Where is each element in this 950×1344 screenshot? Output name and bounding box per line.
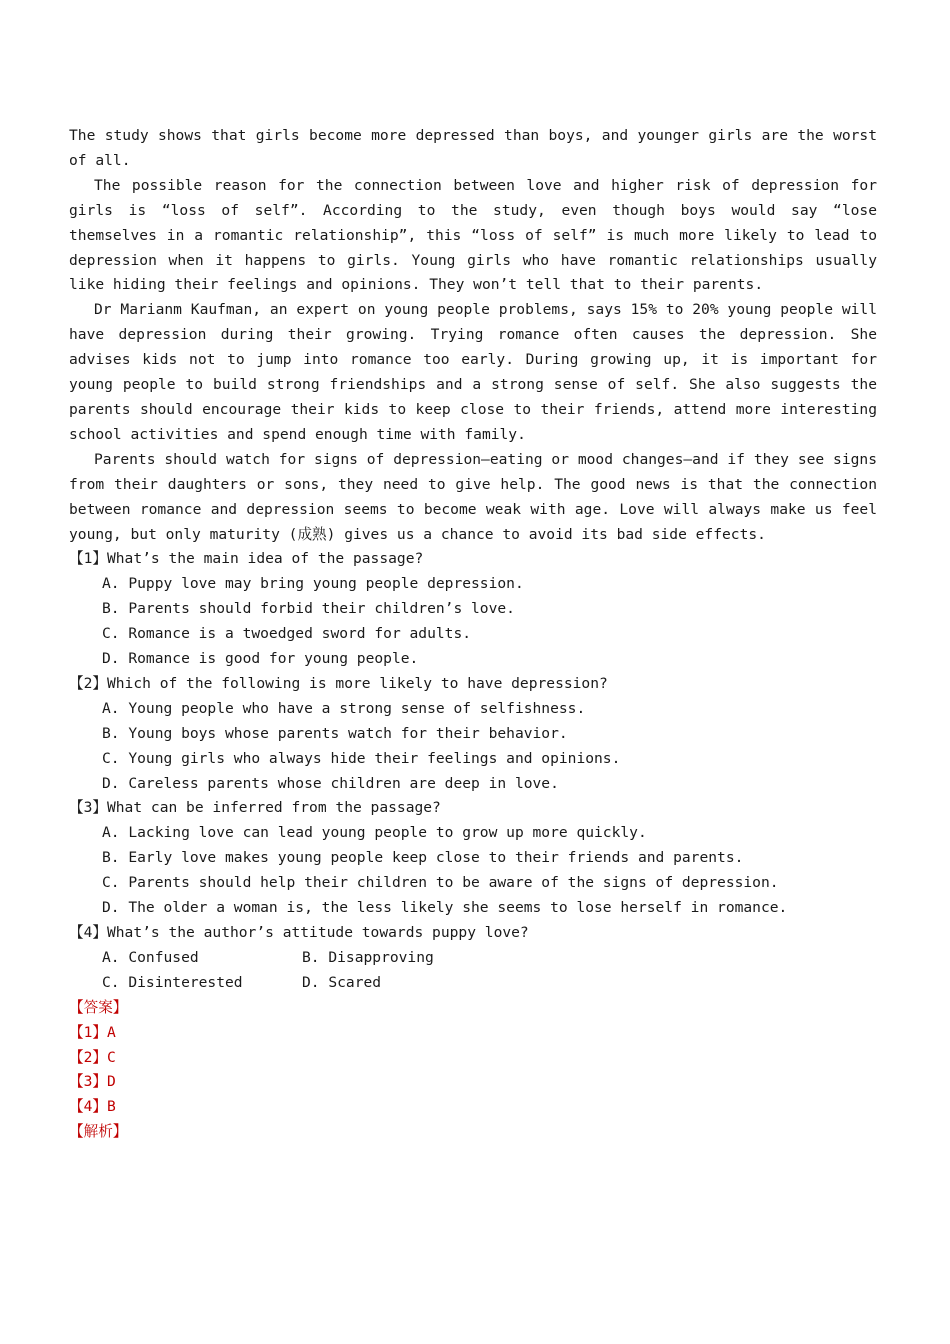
option-list — [69, 821, 877, 921]
option-list — [69, 697, 877, 797]
question-stem: 【4】What’s the author’s attitude towards puppy love? — [69, 924, 529, 941]
question-1 — [69, 547, 877, 672]
option-d: D. Careless parents whose children are deep in love. — [102, 774, 559, 792]
option-c: C. Disinterested — [102, 973, 243, 991]
analysis-heading: 【解析】 — [69, 1123, 128, 1141]
option-c: C. Parents should help their children to be aware of the signs of depression. — [102, 874, 779, 892]
question-stem: 【1】What’s the main idea of the passage? — [69, 550, 424, 568]
option-row — [102, 946, 877, 971]
option-d: D. Romance is good for young people. — [102, 650, 419, 668]
option-a: A. Confused — [102, 948, 199, 966]
option-d: D. The older a woman is, the less likely she seems to lose herself in romance. — [102, 899, 788, 917]
passage-paragraph-3: Dr Marianm Kaufman, an expert on young people problems, says 15% to 20% young people will have depression during their growing. Trying romance often causes the depression. She advises kids not to jump into romance too early. During growing up, it is important for young people to build strong friendships and a strong sense of self. She also suggests the parents should encourage their kids to keep close to their friends, attend more interesting school activities and spend enough time with family. — [69, 301, 877, 443]
answer-4: 【4】B — [69, 1098, 116, 1116]
passage — [69, 124, 877, 547]
option-a: A. Lacking love can lead young people to grow up more quickly. — [102, 824, 647, 842]
question-stem: 【2】Which of the following is more likely to have depression? — [69, 674, 608, 692]
question-4 — [69, 921, 877, 996]
document-page — [69, 124, 877, 1145]
option-a: A. Puppy love may bring young people depression. — [102, 575, 524, 593]
passage-paragraph-2: The possible reason for the connection between love and higher risk of depression for girls is “loss of self”. According to the study, even though boys would say “lose themselves in a romantic relationship”, this “loss of self” is much more likely to lead to depression when it happens to girls. Young girls who have romantic relationships usually like hiding their feelings and opinions. They won’t tell that to their parents. — [69, 176, 877, 294]
option-list — [69, 946, 877, 996]
question-3 — [69, 796, 877, 921]
option-c: C. Romance is a twoedged sword for adults. — [102, 625, 472, 643]
option-b: B. Parents should forbid their children’s love. — [102, 600, 515, 618]
option-a: A. Young people who have a strong sense of selfishness. — [102, 699, 586, 717]
answer-1: 【1】A — [69, 1023, 116, 1041]
passage-paragraph-4: Parents should watch for signs of depression—eating or mood changes—and if they see signs from their daughters or sons, they need to give help. The good news is that the connection between romance and depression seems to become weak with age. Love will always make us feel young, but only maturity (成熟) gives us a chance to avoid its bad side effects. — [69, 450, 877, 543]
option-d: D. Scared — [302, 973, 382, 991]
question-stem: 【3】What can be inferred from the passage? — [69, 799, 441, 817]
passage-paragraph-1: The study shows that girls become more depressed than boys, and younger girls are the worst of all. — [69, 127, 877, 169]
answer-section — [69, 996, 877, 1145]
question-2 — [69, 672, 877, 797]
answer-2: 【2】C — [69, 1048, 116, 1066]
option-b: B. Early love makes young people keep close to their friends and parents. — [102, 849, 744, 867]
option-list — [69, 572, 877, 672]
option-b: B. Disapproving — [302, 948, 434, 966]
answer-3: 【3】D — [69, 1073, 116, 1091]
option-b: B. Young boys whose parents watch for their behavior. — [102, 724, 568, 742]
option-row — [102, 971, 877, 996]
option-c: C. Young girls who always hide their feelings and opinions. — [102, 749, 621, 767]
answer-heading: 【答案】 — [69, 998, 128, 1016]
